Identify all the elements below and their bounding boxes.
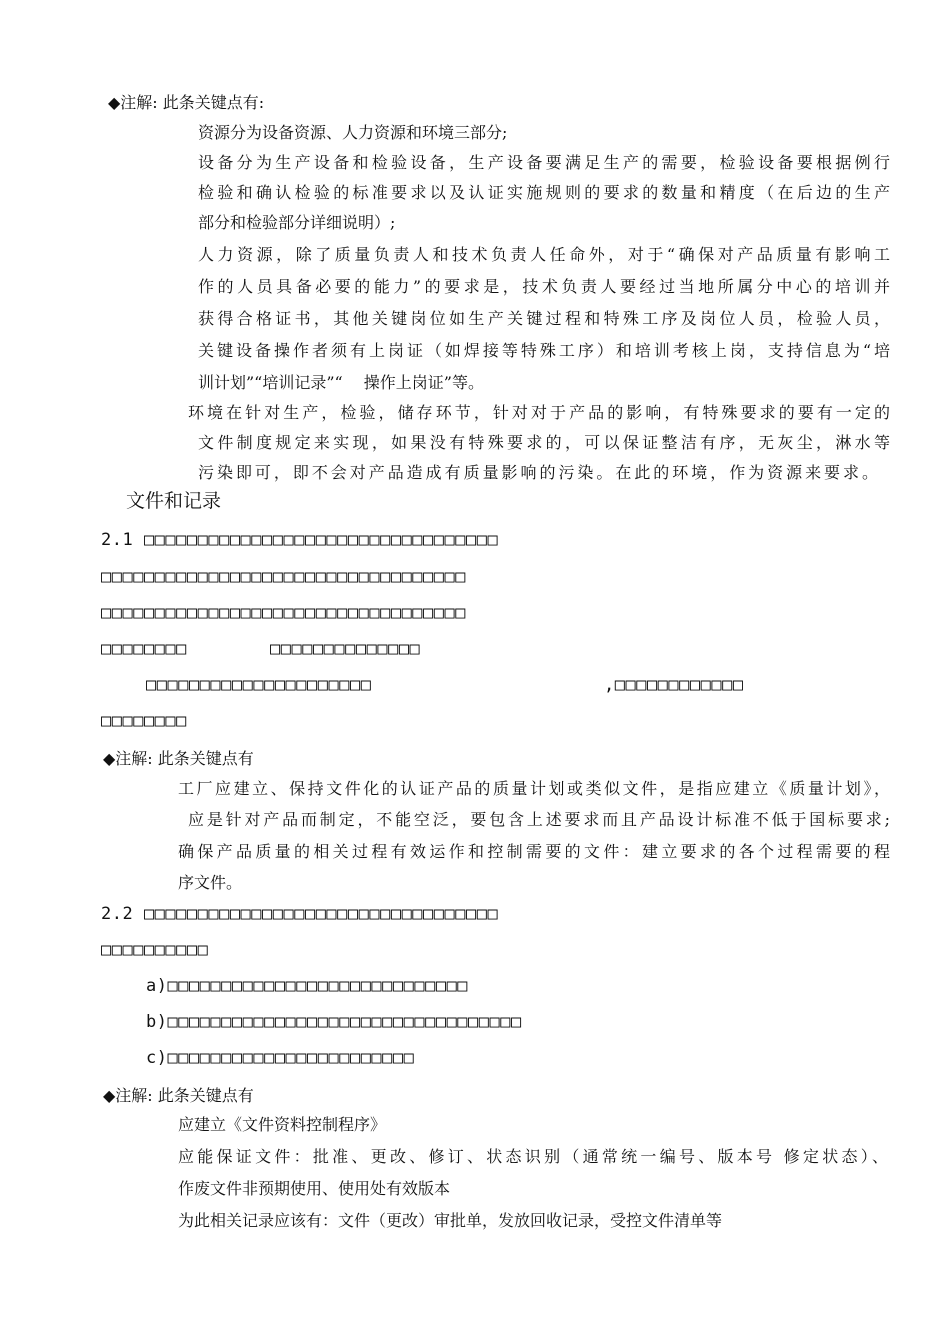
note1-line: 关键设备操作者须有上岗证（如焊接等特殊工序）和培训考核上岗，支持信息为“培 [198,341,890,360]
clause-2-1-line: □□□□□□□□□□□□□□□□□□□□□□□□□□□□□□□□□□ [101,567,466,587]
note1-line: 文件制度规定来实现，如果没有特殊要求的，可以保证整洁有序，无灰尘，淋水等 [198,433,890,452]
note3-line: 应建立《文件资料控制程序》 [178,1115,387,1134]
clause-2-2-line: □□□□□□□□□□ [101,940,209,960]
clause-2-1-line: 2.1 □□□□□□□□□□□□□□□□□□□□□□□□□□□□□□□□□ [101,530,499,550]
note3-line: 为此相关记录应该有：文件（更改）审批单，发放回收记录，受控文件清单等 [178,1211,723,1230]
note1-line: 训计划”“培训记录”“ 操作上岗证”等。 [198,373,484,392]
note1-line: 环境在针对生产，检验，储存环节，针对对于产品的影响，有特殊要求的要有一定的 [188,403,890,422]
note1-line: 设备分为生产设备和检验设备，生产设备要满足生产的需要，检验设备要根据例行 [198,153,890,172]
clause-2-1-line: □□□□□□□□ [101,639,187,659]
clause-2-2-item-a: a)□□□□□□□□□□□□□□□□□□□□□□□□□□□□ [146,976,469,996]
clause-2-1-line: ,□□□□□□□□□□□□ [604,675,744,695]
note3-title: ◆注解: 此条关键点有 [103,1086,254,1105]
note1-line: 污染即可，即不会对产品造成有质量影响的污染。在此的环境，作为资源来要求。 [198,463,878,482]
note2-title: ◆注解: 此条关键点有 [103,749,254,768]
clause-2-2-item-b: b)□□□□□□□□□□□□□□□□□□□□□□□□□□□□□□□□□ [146,1012,522,1032]
note1-line: 作的人员具备必要的能力”的要求是，技术负责人要经过当地所属分中心的培训并 [198,277,890,296]
note1-line: 人力资源，除了质量负责人和技术负责人任命外，对于“确保对产品质量有影响工 [198,245,890,264]
note2-line: 应是针对产品而制定，不能空泛，要包含上述要求而且产品设计标准不低于国标要求; [188,810,890,829]
note1-line: 资源分为设备资源、人力资源和环境三部分; [198,123,508,142]
note3-line: 应能保证文件：批准、更改、修订、状态识别（通常统一编号、版本号 修定状态）、 [178,1147,888,1166]
note3-line: 作废文件非预期使用、使用处有效版本 [178,1179,451,1198]
note1-title: ◆注解: 此条关键点有: [108,93,265,112]
clause-2-2-item-c: c)□□□□□□□□□□□□□□□□□□□□□□□ [146,1048,415,1068]
clause-2-2-line: 2.2 □□□□□□□□□□□□□□□□□□□□□□□□□□□□□□□□□ [101,904,499,924]
note1-line: 获得合格证书，其他关键岗位如生产关键过程和特殊工序及岗位人员，检验人员， [198,309,890,328]
clause-2-1-line: □□□□□□□□□□□□□□□□□□□□□ [146,675,372,695]
clause-2-1-line: □□□□□□□□ [101,711,187,731]
note2-line: 确保产品质量的相关过程有效运作和控制需要的文件：建立要求的各个过程需要的程 [178,842,890,861]
note1-line: 检验和确认检验的标准要求以及认证实施规则的要求的数量和精度（在后边的生产 [198,183,890,202]
clause-2-1-line: □□□□□□□□□□□□□□ [270,639,421,659]
note2-line: 序文件。 [178,873,243,892]
clause-2-1-line: □□□□□□□□□□□□□□□□□□□□□□□□□□□□□□□□□□ [101,603,466,623]
note2-line: 工厂应建立、保持文件化的认证产品的质量计划或类似文件，是指应建立《质量计划》， [178,779,890,798]
section-heading: 文件和记录 [126,490,222,512]
note1-line: 部分和检验部分详细说明）; [198,213,396,232]
